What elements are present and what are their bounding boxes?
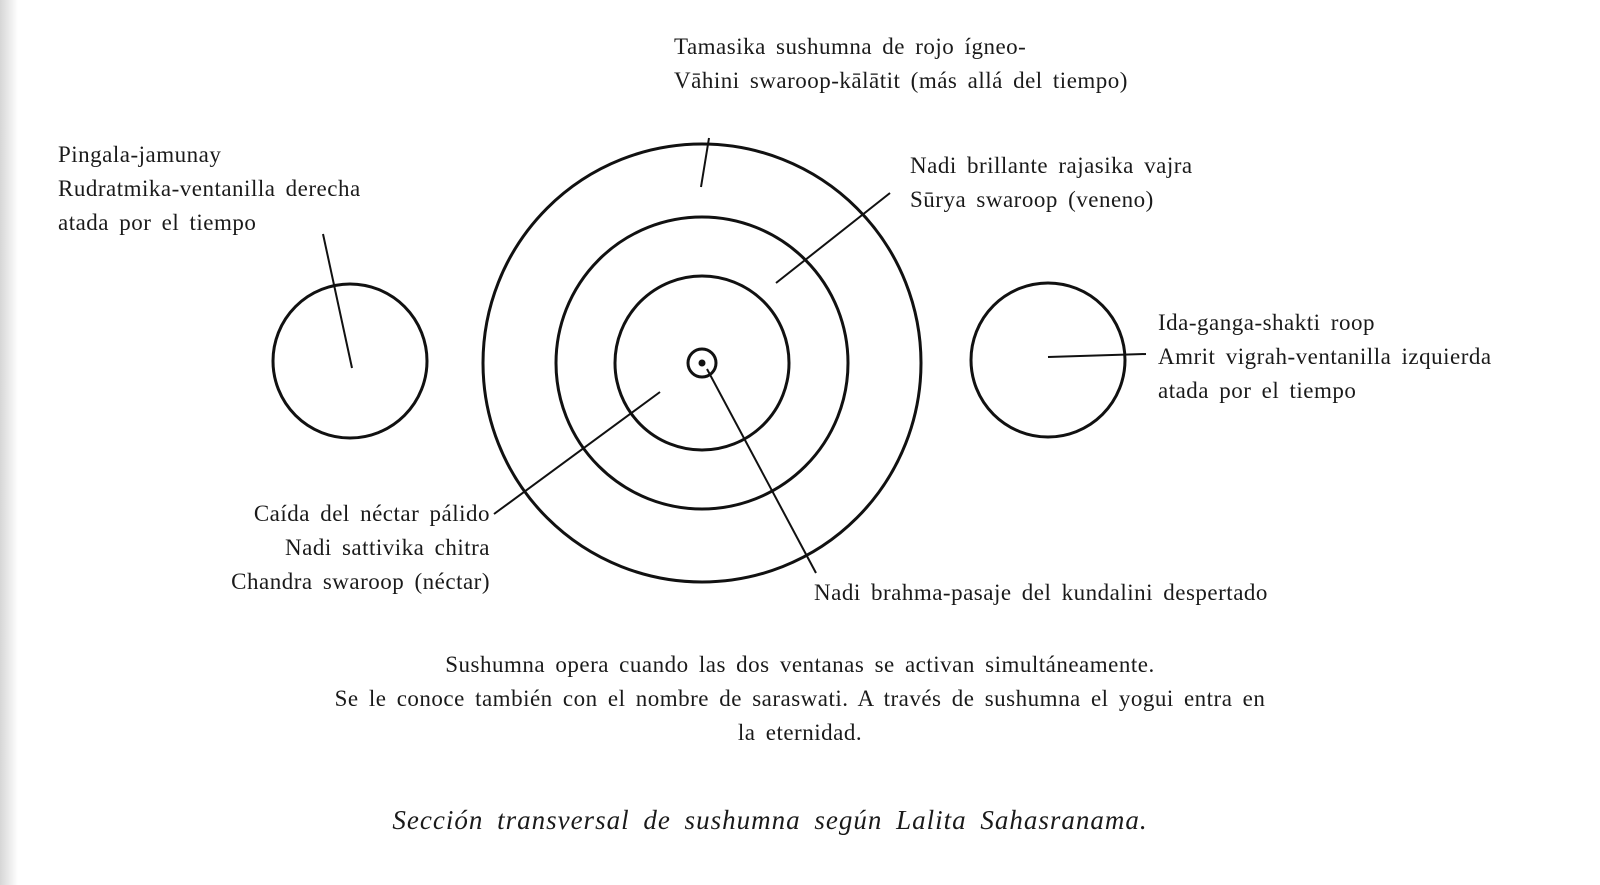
leader-right-upper bbox=[776, 193, 890, 283]
label-left-line: Rudratmika-ventanilla derecha bbox=[58, 176, 361, 201]
label-right bbox=[1158, 306, 1492, 408]
caption-line: la eternidad. bbox=[737, 720, 863, 745]
label-left-line: Pingala-jamunay bbox=[58, 142, 222, 167]
label-right-upper-line: Sūrya swaroop (veneno) bbox=[910, 187, 1154, 212]
right-circle-ida bbox=[971, 283, 1125, 437]
label-top bbox=[674, 30, 1128, 98]
label-bottom-left bbox=[231, 497, 490, 599]
label-bottom-left-line: Chandra swaroop (néctar) bbox=[231, 569, 490, 594]
label-right-upper-line: Nadi brillante rajasika vajra bbox=[910, 153, 1193, 178]
label-left bbox=[58, 138, 361, 240]
label-right-upper bbox=[910, 149, 1193, 217]
leader-right bbox=[1048, 354, 1146, 357]
label-top-line: Vāhini swaroop-kālātit (más allá del tiempo) bbox=[674, 68, 1128, 93]
leader-left bbox=[323, 234, 352, 368]
figure-title: Sección transversal de sushumna según Lalita Sahasranama. bbox=[392, 805, 1148, 835]
caption bbox=[0, 648, 1600, 750]
label-left-line: atada por el tiempo bbox=[58, 210, 257, 235]
label-right-line: Ida-ganga-shakti roop bbox=[1158, 310, 1375, 335]
label-bottom-left-line: Caída del néctar pálido bbox=[253, 501, 490, 526]
label-top-line: Tamasika sushumna de rojo ígneo- bbox=[674, 34, 1027, 59]
label-right-line: Amrit vigrah-ventanilla izquierda bbox=[1158, 344, 1492, 369]
label-bottom-right: Nadi brahma-pasaje del kundalini despertado bbox=[814, 580, 1268, 605]
label-right-line: atada por el tiempo bbox=[1158, 378, 1357, 403]
leader-bottom-left bbox=[494, 392, 660, 514]
caption-line: Sushumna opera cuando las dos ventanas se activan simultáneamente. bbox=[445, 652, 1155, 677]
label-bottom-left-line: Nadi sattivika chitra bbox=[285, 535, 490, 560]
center-dot bbox=[699, 360, 706, 367]
caption-line: Se le conoce también con el nombre de saraswati. A través de sushumna el yogui entra en bbox=[334, 686, 1266, 711]
